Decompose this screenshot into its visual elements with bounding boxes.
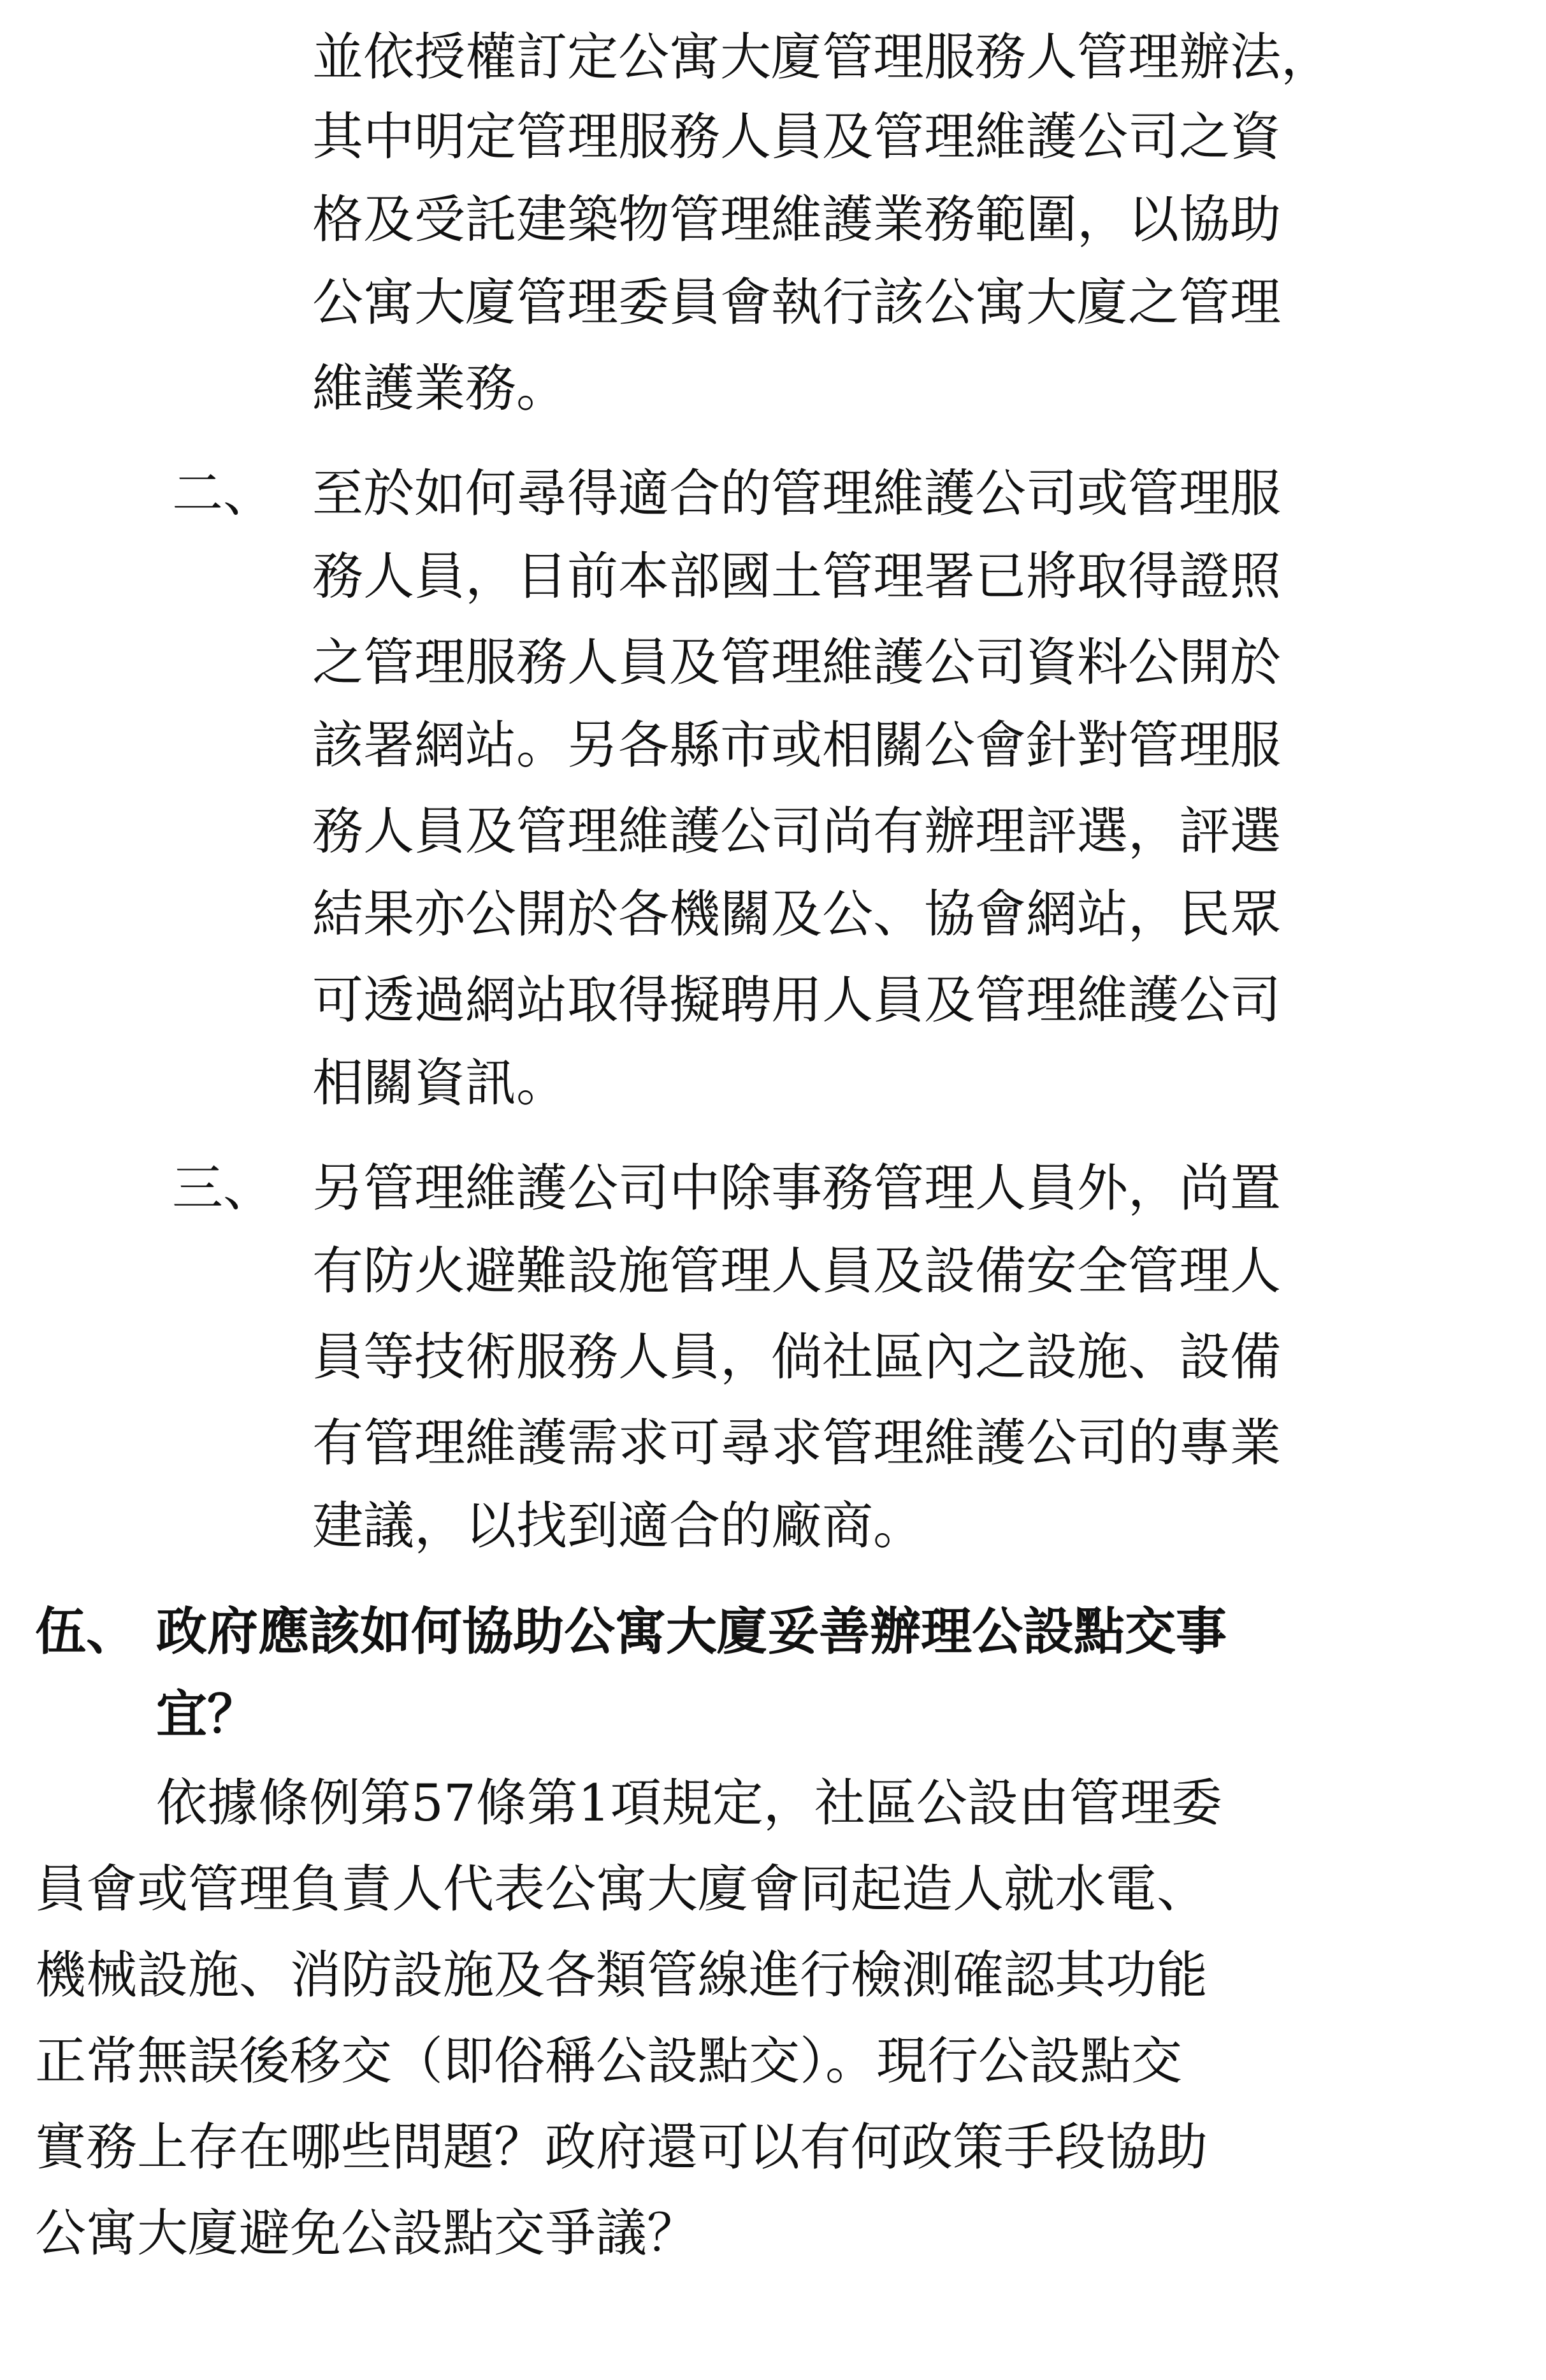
item-one-line: 並依授權訂定公寓大廈管理服務人管理辦法， [312,27,1332,87]
section-five-body-line: 實務上存在哪些問題？政府還可以有何政策手段協助 [35,2117,1208,2177]
section-five-body-line: 正常無誤後移交（即俗稱公設點交）。現行公設點交 [35,2031,1182,2091]
item-three-line: 有防火避難設施管理人員及設備安全管理人 [312,1241,1281,1301]
item-two-marker: 二、 [172,464,274,523]
item-one-line: 公寓大廈管理委員會執行該公寓大廈之管理 [312,273,1281,332]
item-two-line: 務人員及管理維護公司尚有辦理評選，評選 [312,802,1281,861]
item-two-line: 結果亦公開於各機關及公、協會網站，民眾 [312,884,1281,944]
section-five-body-line: 依據條例第57條第1項規定，社區公設由管理委 [156,1773,1222,1833]
item-two-line: 至於如何尋得適合的管理維護公司或管理服 [312,464,1281,523]
item-three-line: 建議，以找到適合的廠商。 [312,1496,924,1555]
item-one-line: 維護業務。 [312,359,567,418]
item-two-line: 該署網站。另各縣市或相關公會針對管理服 [312,716,1281,775]
item-two-line: 相關資訊。 [312,1053,567,1113]
section-five-heading-line: 宜？ [156,1684,258,1744]
item-two-line: 之管理服務人員及管理維護公司資料公開於 [312,633,1281,692]
item-two-line: 務人員，目前本部國土管理署已將取得證照 [312,547,1281,606]
item-two-line: 可透過網站取得擬聘用人員及管理維護公司 [312,970,1281,1030]
section-five-body-line: 公寓大廈避免公設點交爭議？ [35,2203,698,2263]
section-five-body-line: 員會或管理負責人代表公寓大廈會同起造人就水電、 [35,1859,1208,1919]
item-three-marker: 三、 [172,1158,274,1218]
section-five-heading-line: 政府應該如何協助公寓大廈妥善辦理公設點交事 [156,1601,1227,1661]
item-one-line: 格及受託建築物管理維護業務範圍，以協助 [312,190,1281,249]
section-five-marker: 伍、 [35,1601,137,1661]
item-one-line: 其中明定管理服務人員及管理維護公司之資 [312,107,1281,166]
item-three-line: 有管理維護需求可尋求管理維護公司的專業 [312,1413,1281,1473]
item-three-line: 另管理維護公司中除事務管理人員外，尚置 [312,1158,1281,1218]
section-five-body-line: 機械設施、消防設施及各類管線進行檢測確認其功能 [35,1945,1208,2005]
item-three-line: 員等技術服務人員，倘社區內之設施、設備 [312,1327,1281,1387]
